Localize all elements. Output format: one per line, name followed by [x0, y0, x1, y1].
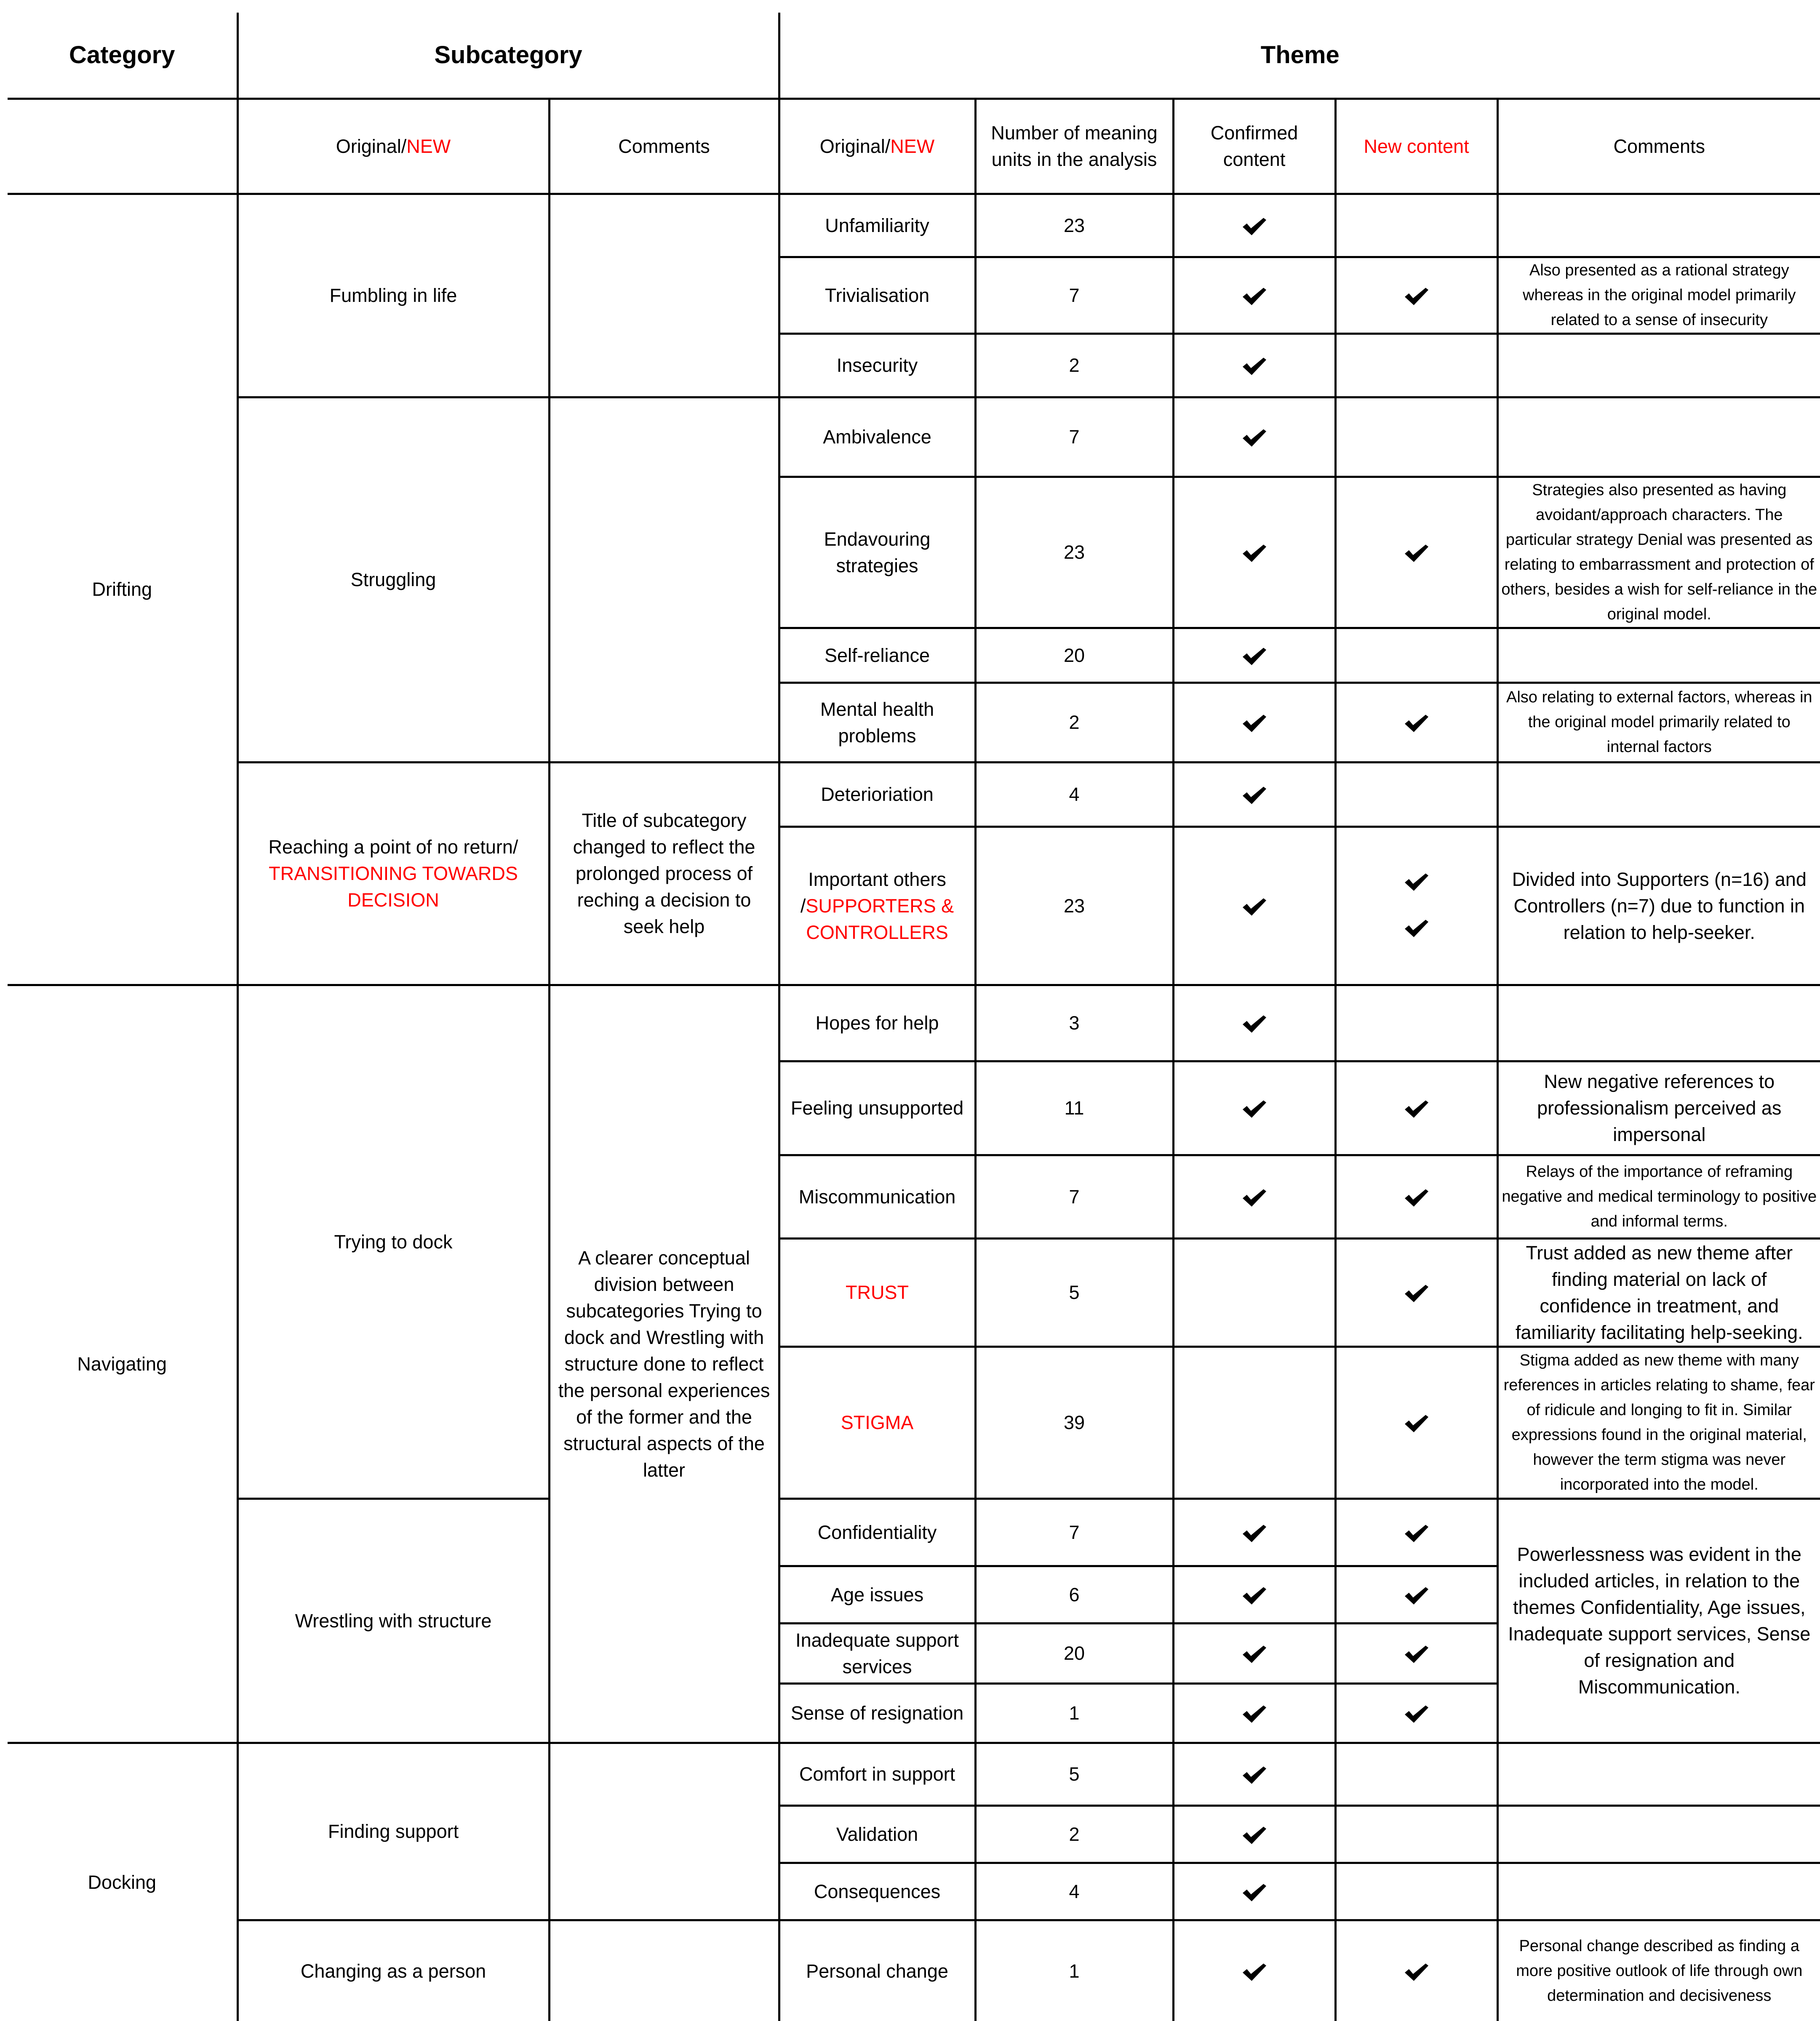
new-content-cell [1335, 1498, 1497, 1566]
new-content-cell [1335, 1863, 1497, 1920]
table-row [8, 985, 1820, 1061]
theme-comment [1497, 1743, 1820, 1805]
subheader-new-content: New content [1335, 99, 1497, 194]
check-mark-icon [1241, 1014, 1268, 1035]
check-mark-icon [1241, 1765, 1268, 1786]
table-row [8, 194, 1820, 257]
new-content-cell [1335, 1566, 1497, 1623]
subcategory-comment-empty [549, 397, 779, 762]
category-navigating: Navigating [8, 985, 238, 1743]
meaning-units: 2 [975, 683, 1173, 762]
new-content-cell [1335, 762, 1497, 827]
subheader-theme-original [779, 99, 975, 194]
check-mark-icon [1241, 1644, 1268, 1665]
theme-comment [1497, 194, 1820, 257]
subcategory-trying: Trying to dock [238, 985, 549, 1498]
confirmed-cell [1173, 194, 1335, 257]
table-row [8, 1920, 1820, 2021]
new-label: NEW [406, 135, 451, 157]
new-content-cell [1335, 683, 1497, 762]
check-mark-icon [1241, 286, 1268, 307]
meaning-units: 7 [975, 1155, 1173, 1238]
theme-name: Unfamiliarity [779, 194, 975, 257]
meaning-units: 23 [975, 827, 1173, 985]
new-content-cell [1335, 1061, 1497, 1155]
meaning-units: 39 [975, 1346, 1173, 1498]
theme-comment: Divided into Supporters (n=16) and Controllers (n=7) due to function in relation to help-seeker. [1497, 827, 1820, 985]
theme-name: Comfort in support [779, 1743, 975, 1805]
check-mark-icon [1241, 897, 1268, 918]
subcategory-original-name: Reaching a point of no return/ [268, 836, 518, 858]
themes-table [8, 13, 1820, 2021]
confirmed-cell [1173, 1346, 1335, 1498]
check-mark-icon [1403, 1099, 1430, 1120]
check-mark-icon [1241, 216, 1268, 237]
subcategory-struggling: Struggling [238, 397, 549, 762]
meaning-units: 7 [975, 257, 1173, 333]
subheader-subcategory-comments: Comments [549, 99, 779, 194]
new-content-cell [1335, 1346, 1497, 1498]
theme-name: Sense of resignation [779, 1683, 975, 1743]
check-mark-icon [1241, 1099, 1268, 1120]
confirmed-cell [1173, 762, 1335, 827]
meaning-units: 1 [975, 1920, 1173, 2021]
subcategory-wrestling: Wrestling with structure [238, 1498, 549, 1743]
theme-name: Inadequate support services [779, 1623, 975, 1683]
theme-comment: Relays of the importance of reframing negative and medical terminology to positive and informal terms. [1497, 1155, 1820, 1238]
confirmed-cell [1173, 1498, 1335, 1566]
new-content-cell [1335, 194, 1497, 257]
check-mark-icon [1403, 1523, 1430, 1544]
theme-comment: Strategies also presented as having avoidant/approach characters. The particular strategy Denial was presented as relating to embarrassment and protection of others, besides a wish for self-reliance in the original model. [1497, 477, 1820, 628]
check-mark-icon [1403, 543, 1430, 564]
theme-comment [1497, 1863, 1820, 1920]
theme-name: Confidentiality [779, 1498, 975, 1566]
header-category: Category [8, 13, 238, 99]
new-content-cell [1335, 628, 1497, 683]
confirmed-cell [1173, 1061, 1335, 1155]
new-content-cell [1335, 827, 1497, 985]
table-row [8, 1743, 1820, 1805]
check-mark-icon [1241, 785, 1268, 806]
check-mark-icon [1241, 1825, 1268, 1846]
theme-comment: New negative references to professionalism perceived as impersonal [1497, 1061, 1820, 1155]
new-content-cell [1335, 1805, 1497, 1863]
theme-comment [1497, 333, 1820, 397]
check-mark-icon [1241, 1704, 1268, 1725]
new-content-cell [1335, 1683, 1497, 1743]
theme-name: Mental health problems [779, 683, 975, 762]
check-mark-icon [1403, 1586, 1430, 1607]
check-mark-icon [1403, 1188, 1430, 1209]
theme-name: Deterioriation [779, 762, 975, 827]
subcategory-comment-empty [549, 1743, 779, 1920]
meaning-units: 23 [975, 194, 1173, 257]
theme-name: Insecurity [779, 333, 975, 397]
new-content-cell [1335, 333, 1497, 397]
new-content-cell [1335, 1238, 1497, 1346]
new-label: NEW [890, 135, 935, 157]
check-mark-icon [1403, 872, 1430, 893]
new-content-cell [1335, 397, 1497, 477]
table-row [8, 397, 1820, 477]
confirmed-cell [1173, 1238, 1335, 1346]
confirmed-cell [1173, 985, 1335, 1061]
theme-name: Personal change [779, 1920, 975, 2021]
meaning-units: 7 [975, 1498, 1173, 1566]
check-mark-icon [1241, 428, 1268, 449]
confirmed-cell [1173, 1566, 1335, 1623]
subcategory-fumbling: Fumbling in life [238, 194, 549, 397]
theme-name: STIGMA [779, 1346, 975, 1498]
confirmed-cell [1173, 333, 1335, 397]
theme-name: Ambivalence [779, 397, 975, 477]
check-mark-icon [1403, 1962, 1430, 1983]
confirmed-cell [1173, 257, 1335, 333]
check-mark-icon [1403, 1283, 1430, 1304]
check-mark-icon [1403, 713, 1430, 734]
subcategory-changing: Changing as a person [238, 1920, 549, 2021]
meaning-units: 6 [975, 1566, 1173, 1623]
theme-name: Trivialisation [779, 257, 975, 333]
confirmed-cell [1173, 477, 1335, 628]
header-theme: Theme [779, 13, 1820, 99]
original-label: Original/ [819, 135, 891, 157]
original-label: Original/ [336, 135, 407, 157]
theme-name: Miscommunication [779, 1155, 975, 1238]
subheader-meaning-units: Number of meaning units in the analysis [975, 99, 1173, 194]
confirmed-cell [1173, 628, 1335, 683]
meaning-units: 3 [975, 985, 1173, 1061]
theme-comment: Powerlessness was evident in the included articles, in relation to the themes Confidentiality, Age issues, Inadequate support services, Sense of resignation and Miscommunication. [1497, 1498, 1820, 1743]
confirmed-cell [1173, 397, 1335, 477]
new-content-cell [1335, 477, 1497, 628]
check-mark-icon [1241, 1523, 1268, 1544]
check-mark-icon [1403, 286, 1430, 307]
subcategory-reaching [238, 762, 549, 985]
theme-comment: Trust added as new theme after finding material on lack of confidence in treatment, and familiarity facilitating help-seeking. [1497, 1238, 1820, 1346]
confirmed-cell [1173, 1743, 1335, 1805]
subheader-subcategory-original [238, 99, 549, 194]
theme-name: TRUST [779, 1238, 975, 1346]
meaning-units: 2 [975, 333, 1173, 397]
theme-name [779, 827, 975, 985]
subheader-empty [8, 99, 238, 194]
check-mark-icon [1403, 918, 1430, 939]
category-drifting: Drifting [8, 194, 238, 985]
confirmed-cell [1173, 827, 1335, 985]
subheader-theme-comments: Comments [1497, 99, 1820, 194]
subcategory-comment: A clearer conceptual division between subcategories Trying to dock and Wrestling with structure done to reflect the personal experiences of the former and the structural aspects of the latter [549, 985, 779, 1743]
theme-comment: Stigma added as new theme with many references in articles relating to shame, fear of ridicule and longing to fit in. Similar expressions found in the original material, however the term stigma was never incorporated into the model. [1497, 1346, 1820, 1498]
subcategory-comment-empty [549, 194, 779, 397]
subheader-confirmed: Confirmed content [1173, 99, 1335, 194]
meaning-units: 5 [975, 1743, 1173, 1805]
check-mark-icon [1403, 1704, 1430, 1725]
subheader-row [8, 99, 1820, 194]
theme-comment [1497, 762, 1820, 827]
theme-name: Self-reliance [779, 628, 975, 683]
new-content-cell [1335, 1920, 1497, 2021]
confirmed-cell [1173, 1683, 1335, 1743]
theme-comment: Also relating to external factors, whereas in the original model primarily related to internal factors [1497, 683, 1820, 762]
confirmed-cell [1173, 1155, 1335, 1238]
check-mark-icon [1241, 646, 1268, 667]
confirmed-cell [1173, 683, 1335, 762]
subcategory-finding: Finding support [238, 1743, 549, 1920]
theme-comment [1497, 985, 1820, 1061]
subcategory-comment-empty [549, 1920, 779, 2021]
confirmed-cell [1173, 1920, 1335, 2021]
meaning-units: 7 [975, 397, 1173, 477]
theme-comment: Also presented as a rational strategy whereas in the original model primarily related to a sense of insecurity [1497, 257, 1820, 333]
theme-comment [1497, 628, 1820, 683]
new-content-cell [1335, 1623, 1497, 1683]
theme-name: Hopes for help [779, 985, 975, 1061]
check-mark-icon [1241, 1586, 1268, 1607]
meaning-units: 23 [975, 477, 1173, 628]
header-subcategory: Subcategory [238, 13, 779, 99]
meaning-units: 5 [975, 1238, 1173, 1346]
meaning-units: 11 [975, 1061, 1173, 1155]
theme-comment [1497, 1805, 1820, 1863]
subcategory-new-name: TRANSITIONING TOWARDS DECISION [269, 863, 518, 911]
confirmed-cell [1173, 1805, 1335, 1863]
table-row [8, 1498, 1820, 1566]
theme-name: Age issues [779, 1566, 975, 1623]
theme-new-name: SUPPORTERS & CONTROLLERS [806, 895, 954, 943]
meaning-units: 20 [975, 628, 1173, 683]
check-mark-icon [1241, 1882, 1268, 1904]
confirmed-cell [1173, 1623, 1335, 1683]
theme-name: Consequences [779, 1863, 975, 1920]
subcategory-comment: Title of subcategory changed to reflect the prolonged process of reching a decision to seek help [549, 762, 779, 985]
table-row [8, 762, 1820, 827]
new-content-cell [1335, 985, 1497, 1061]
theme-comment [1497, 397, 1820, 477]
meaning-units: 20 [975, 1623, 1173, 1683]
meaning-units: 4 [975, 762, 1173, 827]
theme-original-name: Important others / [800, 868, 946, 917]
check-mark-icon [1403, 1413, 1430, 1434]
header-row [8, 13, 1820, 99]
check-mark-icon [1403, 1644, 1430, 1665]
theme-name: Feeling unsupported [779, 1061, 975, 1155]
theme-name: Validation [779, 1805, 975, 1863]
category-docking: Docking [8, 1743, 238, 2021]
theme-comment: Personal change described as finding a more positive outlook of life through own determination and decisiveness [1497, 1920, 1820, 2021]
new-content-cell [1335, 1743, 1497, 1805]
new-content-cell [1335, 257, 1497, 333]
meaning-units: 2 [975, 1805, 1173, 1863]
theme-name: Endavouring strategies [779, 477, 975, 628]
meaning-units: 4 [975, 1863, 1173, 1920]
new-content-cell [1335, 1155, 1497, 1238]
check-mark-icon [1241, 1962, 1268, 1983]
check-mark-icon [1241, 356, 1268, 377]
check-mark-icon [1241, 713, 1268, 734]
meaning-units: 1 [975, 1683, 1173, 1743]
check-mark-icon [1241, 1188, 1268, 1209]
check-mark-icon [1241, 543, 1268, 564]
confirmed-cell [1173, 1863, 1335, 1920]
